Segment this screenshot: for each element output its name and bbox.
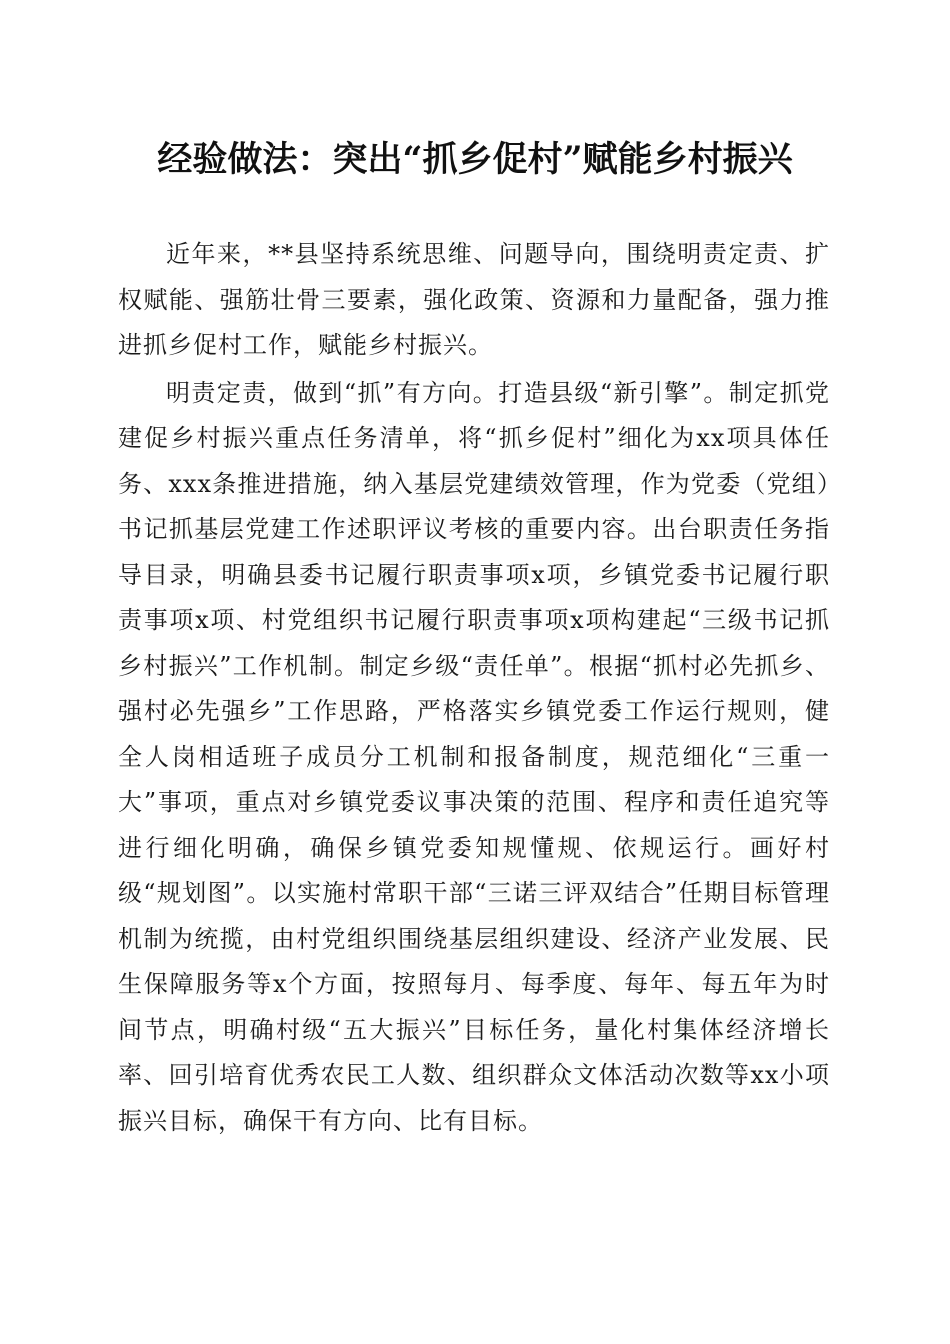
- document-title: 经验做法：突出“抓乡促村”赋能乡村振兴: [157, 139, 793, 180]
- document-body: [118, 232, 830, 1146]
- paragraph-intro: 近年来，**县坚持系统思维、问题导向，围绕明责定责、扩权赋能、强筋壮骨三要素，强化政策、资源和力量配备，强力推进抓乡促村工作，赋能乡村振兴。: [118, 240, 830, 359]
- paragraph-responsibility: 明责定责，做到“抓”有方向。打造县级“新引擎”。制定抓党建促乡村振兴重点任务清单，将“抓乡促村”细化为xx项具体任务、xxx条推进措施，纳入基层党建绩效管理，作为党委（党组）书记抓基层党建工作述职评议考核的重要内容。出台职责任务指导目录，明确县委书记履行职责事项x项，乡镇党委书记履行职责事项x项、村党组织书记履行职责事项x项构建起“三级书记抓乡村振兴”工作机制。制定乡级“责任单”。根据“抓村必先抓乡、强村必先强乡”工作思路，严格落实乡镇党委工作运行规则，健全人岗相适班子成员分工机制和报备制度，规范细化“三重一大”事项，重点对乡镇党委议事决策的范围、程序和责任追究等进行细化明确，确保乡镇党委知规懂规、依规运行。画好村级“规划图”。以实施村常职干部“三诺三评双结合”任期目标管理机制为统揽，由村党组织围绕基层组织建设、经济产业发展、民生保障服务等x个方面，按照每月、每季度、每年、每五年为时间节点，明确村级“五大振兴”目标任务，量化村集体经济增长率、回引培育优秀农民工人数、组织群众文体活动次数等xx小项振兴目标，确保干有方向、比有目标。: [118, 378, 830, 1135]
